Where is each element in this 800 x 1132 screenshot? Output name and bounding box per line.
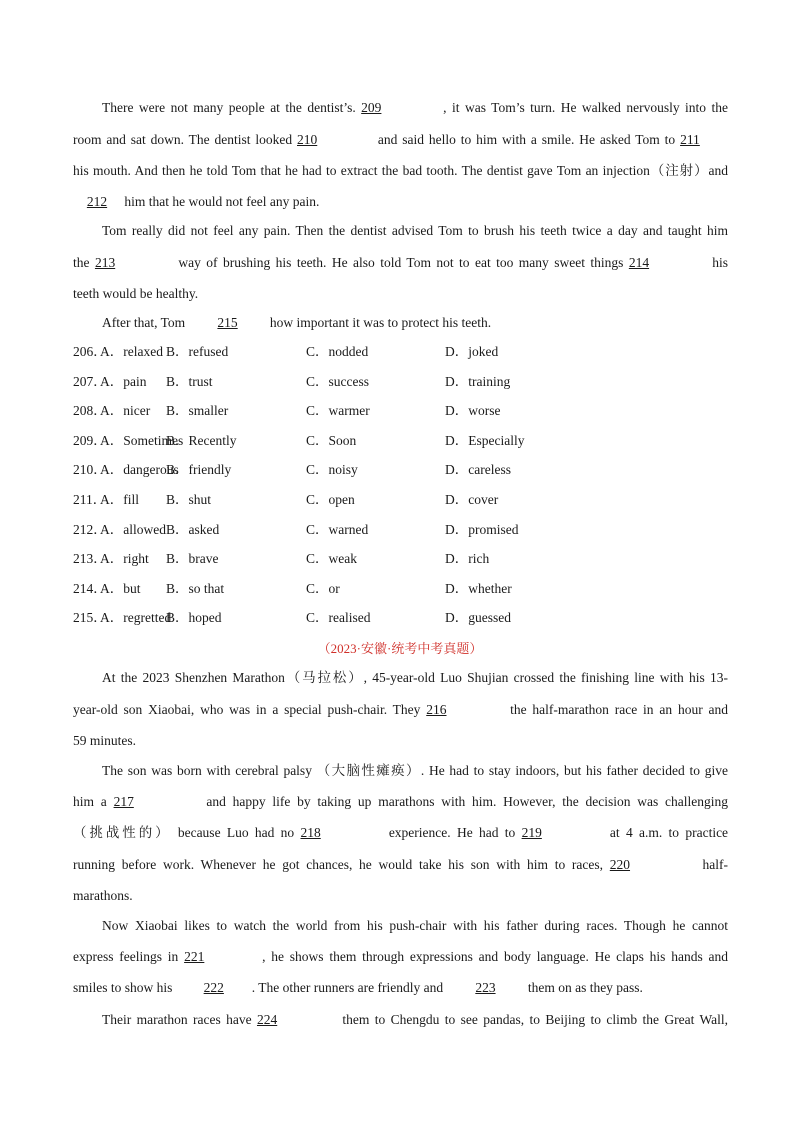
question-number: 215． (73, 610, 107, 626)
question-number: 212． (73, 521, 107, 537)
passage1-line (102, 314, 728, 332)
question-number: 214． (73, 580, 107, 596)
option-d: D．cover (445, 492, 499, 507)
text: how important it was to protect his teeth. (269, 315, 492, 330)
option-c: C．warned (306, 521, 369, 537)
option-b: B．asked (166, 521, 220, 537)
text: his (712, 255, 729, 270)
passage2-line (73, 856, 728, 874)
option-c: C．Soon (306, 432, 357, 448)
question-number: 209． (73, 432, 107, 448)
passage1-line: Tom really did not feel any pain. Then the dentist advised Tom to brush his teeth twice a day and taught him (102, 223, 728, 238)
option-c: C．noisy (306, 462, 358, 478)
text: There were not many people at the dentist’s. (102, 100, 356, 115)
option-d: D．training (445, 373, 511, 389)
option-c: C．realised (306, 610, 371, 626)
option-a: A．dangerous (100, 462, 179, 478)
option-d: D．Especially (445, 432, 525, 448)
option-d: D．joked (445, 344, 499, 359)
option-d: D．promised (445, 521, 519, 537)
text: the half-marathon race in an hour and (510, 702, 729, 717)
passage1-line (73, 193, 728, 211)
passage1-line: teeth would be healthy. (73, 286, 199, 301)
option-a: A．allowed (100, 521, 166, 537)
option-a: A．Sometimes (100, 432, 184, 448)
blank-211: 211 (680, 132, 700, 147)
text: at 4 a.m. to practice (609, 825, 729, 840)
passage2-line (73, 948, 728, 966)
text: , he shows them through expressions and body language. He claps his hands and (262, 949, 728, 964)
option-a: A．fill (100, 492, 139, 507)
passage2-line (73, 701, 728, 719)
option-b: B．so that (166, 580, 225, 596)
blank-210: 210 (297, 132, 318, 147)
option-b: B．trust (166, 373, 213, 389)
passage2-line (73, 979, 728, 997)
blank-218: 218 (300, 825, 321, 840)
question-number: 207． (73, 373, 107, 389)
option-a: A．but (100, 580, 141, 596)
question-number: 206． (73, 344, 107, 359)
option-b: B．refused (166, 344, 229, 359)
blank-213: 213 (94, 255, 116, 270)
text: Their marathon races have (102, 1012, 252, 1027)
option-a: A．nicer (100, 403, 151, 419)
passage2-line: 59 minutes. (73, 733, 136, 748)
question-number: 210． (73, 462, 107, 478)
option-b: B．shut (166, 492, 212, 507)
text: running before work. Whenever he got chances, he would take his son with him to races, (73, 857, 604, 872)
blank-219: 219 (521, 825, 542, 840)
option-d: D．rich (445, 551, 490, 567)
blank-222: 222 (203, 980, 224, 995)
option-a: A．right (100, 551, 149, 567)
text: experience. He had to (388, 825, 516, 840)
option-c: C．success (306, 373, 369, 389)
option-c: C．or (306, 580, 340, 596)
passage1-line (73, 131, 728, 149)
passage2-line: marathons. (73, 888, 133, 903)
passage2-line (73, 824, 728, 842)
blank-224: 224 (256, 1012, 278, 1027)
blank-217: 217 (113, 794, 134, 809)
text: and happy life by taking up marathons with him. However, the decision was challenging (206, 794, 729, 809)
blank-216: 216 (426, 702, 447, 717)
option-b: B．hoped (166, 610, 222, 626)
passage2-line: The son was born with cerebral palsy （大脑性瘫痪）. He had to stay indoors, but his father decided to give (102, 763, 728, 778)
text: them to Chengdu to see pandas, to Beijing to climb the Great Wall, (342, 1012, 729, 1027)
text: him that he would not feel any pain. (124, 194, 320, 209)
option-c: C．nodded (306, 344, 369, 359)
text: room and sat down. The dentist looked (73, 132, 293, 147)
passage1-line (73, 254, 728, 272)
option-d: D．whether (445, 580, 512, 596)
text: （挑战性的） because Luo had no (73, 825, 295, 840)
option-d: D．careless (445, 462, 511, 478)
passage2-line (102, 1011, 728, 1029)
blank-214: 214 (628, 255, 650, 270)
option-b: B．smaller (166, 403, 229, 419)
text: After that, Tom (102, 315, 186, 330)
source-note: （2023·安徽·统考中考真题） (317, 641, 483, 656)
text: . The other runners are friendly and (251, 980, 444, 995)
passage2-line: Now Xiaobai likes to watch the world from his push-chair with his father during races. Though he cannot (102, 918, 728, 933)
text: smiles to show his (73, 980, 173, 995)
option-a: A．regretted (100, 610, 172, 626)
option-d: D．worse (445, 403, 501, 419)
option-b: B．Recently (166, 432, 237, 448)
question-number: 208． (73, 403, 107, 419)
text: year-old son Xiaobai, who was in a special push-chair. They (73, 702, 421, 717)
option-c: C．warmer (306, 403, 370, 419)
passage1-line (102, 99, 728, 117)
option-c: C．open (306, 492, 355, 507)
text: them on as they pass. (527, 980, 643, 995)
blank-215: 215 (217, 315, 238, 330)
text: and said hello to him with a smile. He asked Tom to (377, 132, 676, 147)
passage2-line (73, 793, 728, 811)
question-number: 211． (73, 492, 107, 507)
text: , it was Tom’s turn. He walked nervously into the (443, 100, 729, 115)
blank-212: 212 (86, 194, 108, 209)
question-number: 213． (73, 551, 107, 567)
blank-209: 209 (361, 100, 382, 115)
option-a: A．relaxed (100, 344, 163, 359)
blank-223: 223 (475, 980, 496, 995)
text: him a (73, 794, 107, 809)
option-b: B．brave (166, 551, 219, 567)
option-a: A．pain (100, 373, 147, 389)
text: half- (702, 857, 729, 872)
option-d: D．guessed (445, 610, 511, 626)
option-c: C．weak (306, 551, 357, 567)
passage2-line: At the 2023 Shenzhen Marathon（马拉松）, 45-year-old Luo Shujian crossed the finishing line with his 13- (102, 670, 728, 685)
text: express feelings in (73, 949, 179, 964)
text: way of brushing his teeth. He also told Tom not to eat too many sweet things (178, 255, 624, 270)
text: the (73, 255, 90, 270)
blank-220: 220 (609, 857, 631, 872)
passage1-line: his mouth. And then he told Tom that he had to extract the bad tooth. The dentist gave Tom an injection（注射）and (73, 163, 728, 178)
option-b: B．friendly (166, 462, 232, 478)
blank-221: 221 (184, 949, 205, 964)
